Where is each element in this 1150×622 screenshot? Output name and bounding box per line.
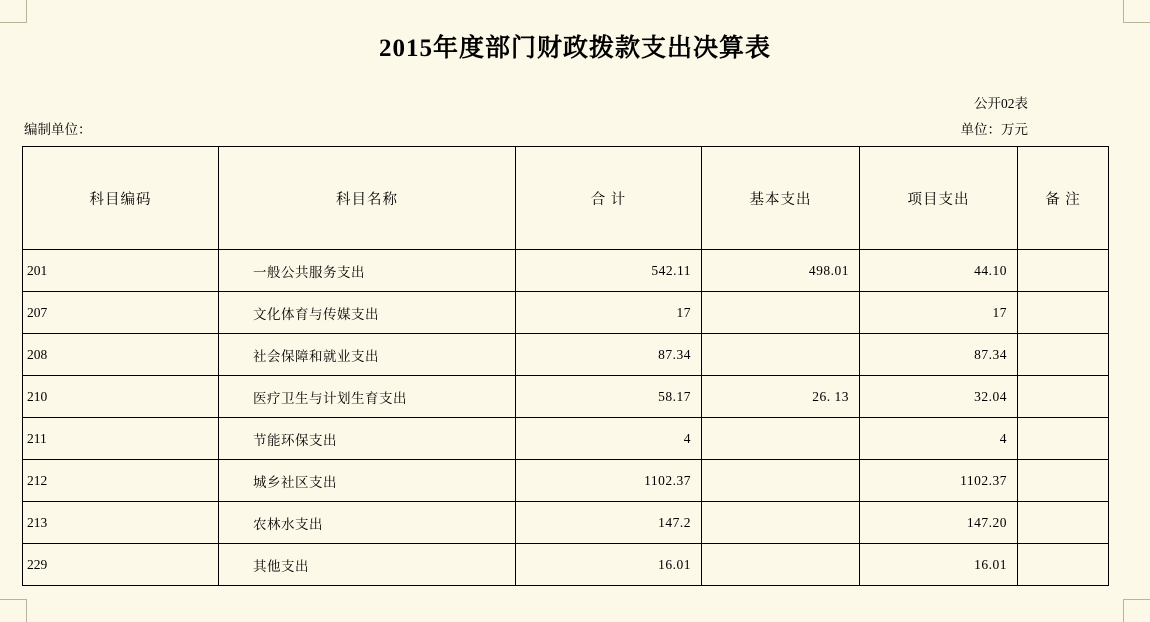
table-row — [23, 418, 1109, 460]
cell-total: 16.01 — [516, 544, 702, 586]
cell-total: 4 — [516, 418, 702, 460]
cell-note — [1018, 502, 1109, 544]
cell-code: 208 — [23, 334, 219, 376]
cell-code: 229 — [23, 544, 219, 586]
cell-project: 16.01 — [860, 544, 1018, 586]
currency-unit-note: 单位：万元 — [960, 122, 1028, 137]
table-row — [23, 502, 1109, 544]
cell-name: 节能环保支出 — [219, 418, 516, 460]
cell-basic — [702, 418, 860, 460]
form-number: 公开02表 — [974, 96, 1028, 111]
cell-project: 32.04 — [860, 376, 1018, 418]
cell-name: 文化体育与传媒支出 — [219, 292, 516, 334]
cell-project: 4 — [860, 418, 1018, 460]
cell-basic — [702, 544, 860, 586]
table-header-row — [23, 147, 1109, 250]
cell-project: 1102.37 — [860, 460, 1018, 502]
column-header-project: 项目支出 — [860, 147, 1018, 250]
cell-project: 147.20 — [860, 502, 1018, 544]
table-row — [23, 292, 1109, 334]
cell-project: 17 — [860, 292, 1018, 334]
prepared-by-label: 编制单位： — [24, 122, 92, 137]
cell-name: 城乡社区支出 — [219, 460, 516, 502]
table-row — [23, 334, 1109, 376]
column-header-total: 合 计 — [516, 147, 702, 250]
cell-total: 542.11 — [516, 250, 702, 292]
cell-note — [1018, 460, 1109, 502]
table-row — [23, 250, 1109, 292]
cell-note — [1018, 544, 1109, 586]
column-header-code: 科目编码 — [23, 147, 219, 250]
cell-project: 44.10 — [860, 250, 1018, 292]
cell-note — [1018, 418, 1109, 460]
cell-note — [1018, 250, 1109, 292]
table-row — [23, 376, 1109, 418]
budget-expenditure-table — [22, 146, 1109, 586]
cell-name: 其他支出 — [219, 544, 516, 586]
table-row — [23, 544, 1109, 586]
cell-basic — [702, 460, 860, 502]
cell-code: 201 — [23, 250, 219, 292]
cell-total: 147.2 — [516, 502, 702, 544]
cell-note — [1018, 376, 1109, 418]
cell-basic — [702, 292, 860, 334]
cell-note — [1018, 334, 1109, 376]
cell-code: 212 — [23, 460, 219, 502]
cell-name: 农林水支出 — [219, 502, 516, 544]
cell-note — [1018, 292, 1109, 334]
cell-total: 58.17 — [516, 376, 702, 418]
cell-total: 17 — [516, 292, 702, 334]
cell-code: 210 — [23, 376, 219, 418]
cell-code: 213 — [23, 502, 219, 544]
document-sheet — [22, 0, 1128, 622]
cell-total: 1102.37 — [516, 460, 702, 502]
cell-basic: 26. 13 — [702, 376, 860, 418]
cell-basic — [702, 334, 860, 376]
cell-basic — [702, 502, 860, 544]
page-title: 2015年度部门财政拨款支出决算表 — [378, 35, 771, 62]
cell-basic: 498.01 — [702, 250, 860, 292]
column-header-basic: 基本支出 — [702, 147, 860, 250]
cell-total: 87.34 — [516, 334, 702, 376]
column-header-name: 科目名称 — [219, 147, 516, 250]
cell-name: 一般公共服务支出 — [219, 250, 516, 292]
table-row — [23, 460, 1109, 502]
column-header-note: 备 注 — [1018, 147, 1109, 250]
cell-project: 87.34 — [860, 334, 1018, 376]
cell-code: 207 — [23, 292, 219, 334]
cell-name: 社会保障和就业支出 — [219, 334, 516, 376]
cell-name: 医疗卫生与计划生育支出 — [219, 376, 516, 418]
cell-code: 211 — [23, 418, 219, 460]
table-body — [23, 250, 1109, 586]
meta-row — [22, 118, 1128, 138]
